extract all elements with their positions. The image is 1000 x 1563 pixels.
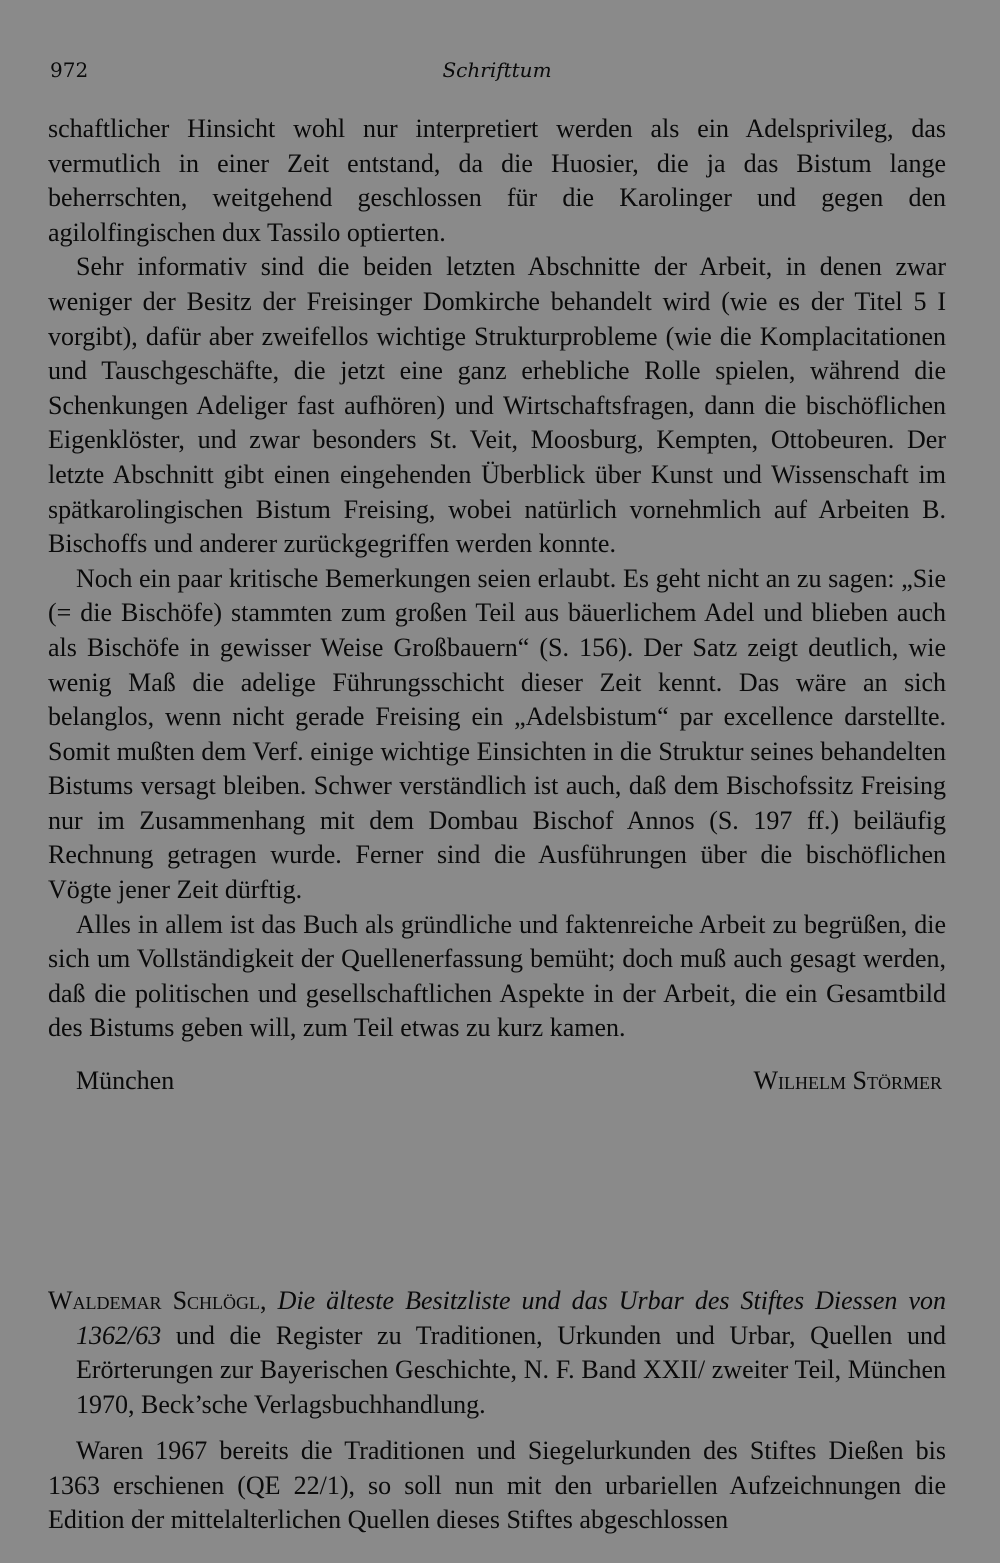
running-head [50,52,944,88]
signature [48,1064,946,1098]
paragraph: Noch ein paar kritische Bemerkungen seien erlaubt. Es geht nicht an zu sagen: „Sie (= die Bischöfe) stammten zum großen Teil aus bäuerlichem Adel und blieben auch als Bischöfe in gewisser Weise Großbauern“ (S. 156). Der Satz zeigt deutlich, wie wenig Maß die adelige Führungsschicht dieser Zeit kennt. Das wäre an sich belanglos, wenn nicht gerade Freising ein „Adelsbistum“ par excellence darstellte. Somit mußten dem Verf. einige wichtige Einsichten in die Struktur seines behandelten Bistums versagt bleiben. Schwer verständlich ist auch, daß dem Bischofssitz Freising nur im Zusammenhang mit dem Dombau Bischof Annos (S. 197 ff.) beiläufig Rechnung getragen wurde. Ferner sind die Ausführungen über die bischöflichen Vögte jener Zeit dürftig. [48,563,946,905]
page-number: 972 [50,58,89,82]
signature-author: Wilhelm Störmer [753,1066,942,1096]
signature-place: München [76,1066,175,1096]
paragraph: Sehr informativ sind die beiden letzten Abschnitte der Arbeit, in denen zwar weniger der Besitz der Freisinger Domkirche behandelt wird (wie es der Titel 5 I vorgibt), dafür aber zweifellos wichtige Strukturprobleme (wie die Komplacitationen und Tauschgeschäfte, die jetzt eine ganz erhebliche Rolle spielen, während die Schenkungen Adeliger fast aufhören) und Wirtschaftsfragen, dann die bischöflichen Eigenklöster, und zwar besonders St. Veit, Moosburg, Kempten, Ottobeuren. Der letzte Abschnitt gibt einen eingehenden Überblick über Kunst und Wissenschaft im spätkarolingischen Bistum Freising, wobei natürlich vornehmlich auf Arbeiten B. Bischoffs und anderer zurückgegriffen werden konnte. [48,252,946,559]
biblio-details: und die Register zu Traditionen, Urkunden und Urbar, Quellen und Erörterungen zur Bayerischen Geschichte, N. F. Band XXII/ zweiter Teil, München 1970, Beck’sche Verlagsbuchhandlung. [76,1320,946,1419]
biblio-author: Waldemar Schlögl, [48,1286,267,1315]
review-body [48,112,946,1098]
bibliographic-entry [48,1284,946,1422]
paragraph: Alles in allem ist das Buch als gründliche und faktenreiche Arbeit zu begrüßen, die sich um Vollständigkeit der Quellenerfassung bemüht; doch muß auch gesagt werden, daß die politischen und gesellschaftlichen Aspekte in der Arbeit, die ein Gesamtbild des Bistums geben will, zum Teil etwas zu kurz kamen. [48,909,946,1043]
biblio-title: Die älteste Besitzliste und das Urbar des Stiftes Diessen von 1362/63 [76,1286,947,1350]
paragraph: schaftlicher Hinsicht wohl nur interpretiert werden als ein Adelsprivileg, das vermutlich in einer Zeit entstand, da die Huosier, die ja das Bistum lange beherrschten, weitgehend geschlossen für die Karolinger und gegen den agilolfingischen dux Tassilo optierten. [48,114,946,247]
running-title: Schrifttum [442,58,552,82]
paragraph: Waren 1967 bereits die Traditionen und Siegelurkunden des Stiftes Dießen bis 1363 erschienen (QE 22/1), so soll nun mit den urbariellen Aufzeichnungen die Edition der mittelalterlichen Quellen dieses Stiftes abgeschlossen [48,1436,946,1535]
